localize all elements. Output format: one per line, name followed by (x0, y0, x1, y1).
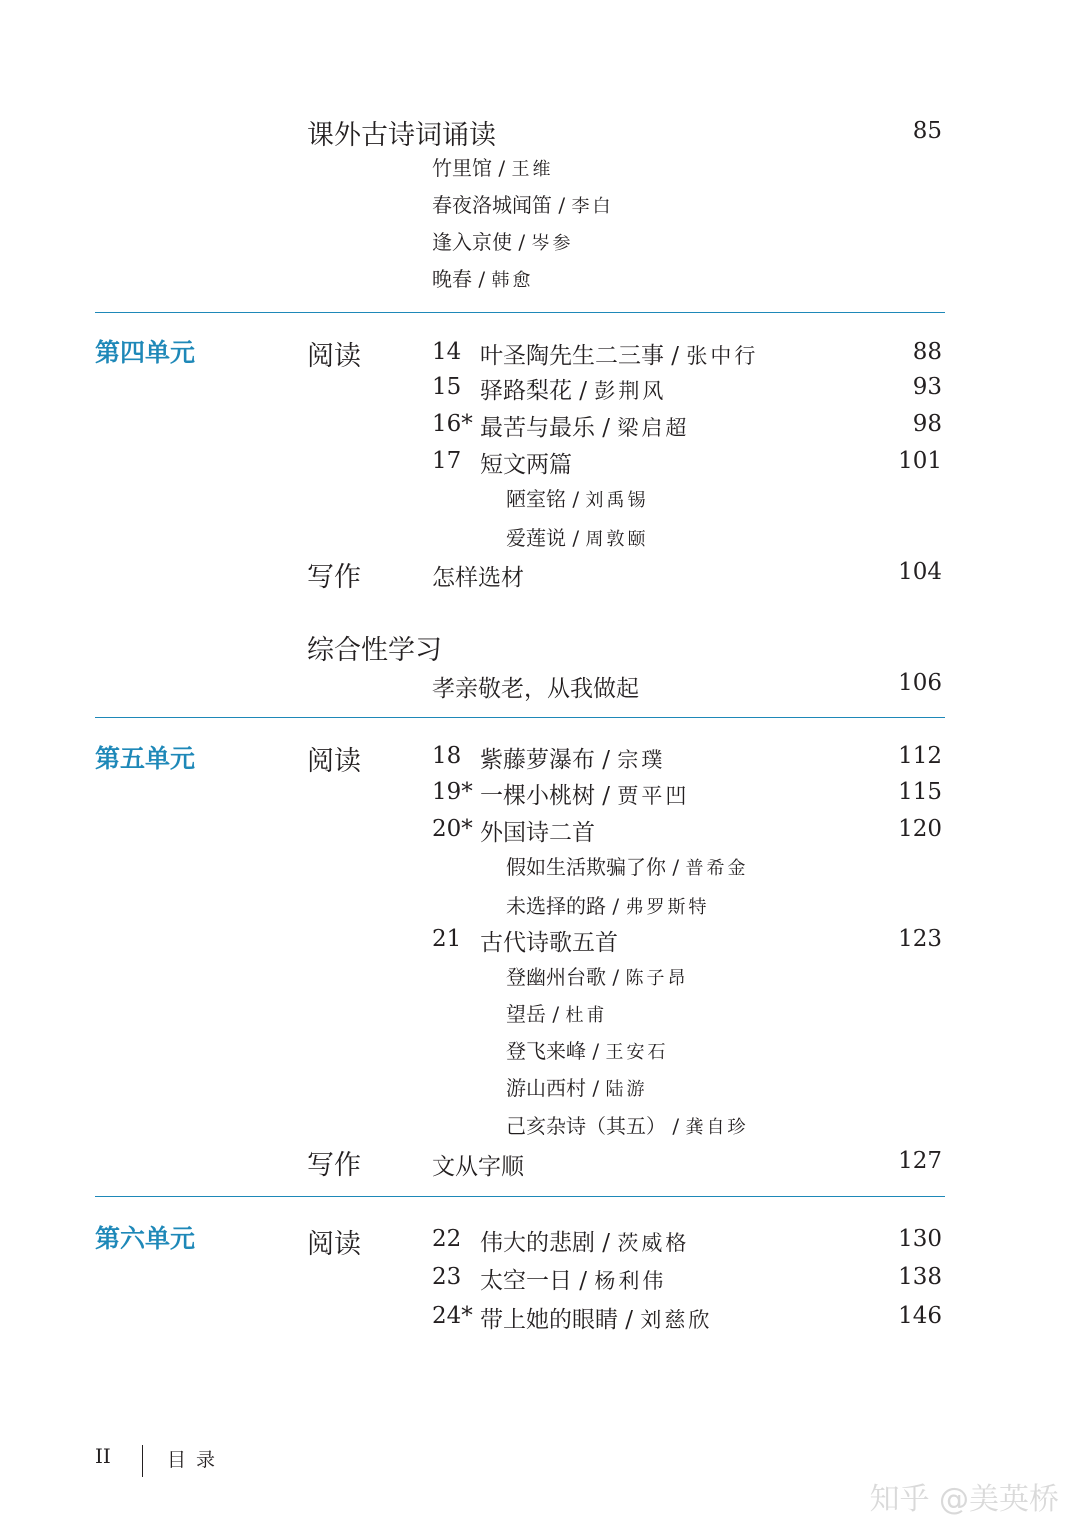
list-item: 爱莲说 / 周敦颐 (506, 526, 649, 550)
page-number: 127 (898, 1148, 942, 1174)
lesson-title: 太空一日 (480, 1268, 572, 1294)
page-number: 115 (898, 779, 942, 805)
poem-author: 岑参 (531, 233, 574, 254)
poem-author: 韩愈 (491, 270, 534, 291)
lesson-entry (480, 924, 618, 957)
section-divider (95, 312, 945, 313)
lesson-entry: 紫藤萝瀑布 / 宗璞 (480, 747, 666, 773)
list-item: 竹里馆 / 王维 (432, 156, 554, 180)
poem-title: 竹里馆 (432, 156, 492, 180)
page-number: 98 (912, 411, 942, 437)
poem-title: 未选择的路 (506, 894, 606, 918)
list-item: 己亥杂诗（其五） / 龚自珍 (506, 1114, 749, 1138)
page-number: 112 (898, 743, 942, 769)
section-divider (95, 717, 945, 718)
lesson-entry (480, 814, 595, 847)
writing-title: 文从字顺 (432, 1154, 524, 1180)
lesson-author: 杨利伟 (594, 1269, 667, 1293)
unit-label: 第六单元 (95, 1224, 196, 1253)
lesson-title: 紫藤萝瀑布 (480, 747, 595, 773)
unit-label: 第五单元 (95, 744, 196, 773)
footer-label: 目录 (167, 1449, 226, 1471)
lesson-number: 20* (432, 816, 473, 842)
lesson-entry: 伟大的悲剧 / 茨威格 (480, 1230, 690, 1256)
section-divider (95, 1196, 945, 1197)
lesson-number: 23 (432, 1264, 462, 1290)
poem-author: 普希金 (685, 858, 749, 879)
poem-author: 李白 (571, 196, 614, 217)
list-item: 游山西村 / 陆游 (506, 1076, 648, 1100)
poem-title: 爱莲说 (506, 526, 566, 550)
poem-author: 陆游 (605, 1079, 648, 1100)
unit-label: 第四单元 (95, 338, 196, 367)
lesson-author: 刘慈欣 (640, 1308, 713, 1332)
extra-reading-heading: 课外古诗词诵读 (307, 120, 496, 151)
list-item: 春夜洛城闻笛 / 李白 (432, 193, 614, 217)
lesson-title: 带上她的眼睛 (480, 1307, 618, 1333)
poem-title: 陋室铭 (506, 487, 566, 511)
watermark: 知乎 @美英桥 (869, 1482, 1059, 1517)
lesson-title: 外国诗二首 (480, 820, 595, 846)
lesson-entry: 最苦与最乐 / 梁启超 (480, 415, 690, 441)
lesson-number: 15 (432, 374, 462, 400)
poem-title: 登幽州台歌 (506, 965, 606, 989)
poem-title: 游山西村 (506, 1076, 586, 1100)
page-number: 85 (912, 118, 942, 144)
page-number: 146 (898, 1303, 942, 1329)
list-item: 陋室铭 / 刘禹锡 (506, 487, 649, 511)
list-item: 登幽州台歌 / 陈子昂 (506, 965, 689, 989)
poem-author: 王安石 (605, 1042, 669, 1063)
page-number: 88 (912, 339, 942, 365)
poem-title: 登飞来峰 (506, 1039, 586, 1063)
lesson-title: 古代诗歌五首 (480, 930, 618, 956)
lesson-title: 驿路梨花 (480, 378, 572, 404)
list-item: 逢入京使 / 岑参 (432, 230, 574, 254)
lesson-title: 最苦与最乐 (480, 415, 595, 441)
lesson-number: 22 (432, 1226, 462, 1252)
list-item: 未选择的路 / 弗罗斯特 (506, 894, 710, 918)
list-item: 望岳 / 杜甫 (506, 1002, 608, 1026)
lesson-number: 14 (432, 339, 462, 365)
poem-author: 龚自珍 (685, 1117, 749, 1138)
poem-author: 周敦颐 (585, 529, 649, 550)
poem-author: 弗罗斯特 (625, 897, 710, 918)
lesson-title: 一棵小桃树 (480, 783, 595, 809)
lesson-entry: 带上她的眼睛 / 刘慈欣 (480, 1307, 713, 1333)
lesson-number: 17 (432, 448, 462, 474)
list-item: 假如生活欺骗了你 / 普希金 (506, 855, 749, 879)
footer-page-number: II (95, 1444, 111, 1468)
lesson-title: 叶圣陶先生二三事 (480, 343, 664, 369)
writing-heading: 写作 (307, 1150, 361, 1181)
lesson-title: 伟大的悲剧 (480, 1230, 595, 1256)
poem-title: 己亥杂诗（其五） (506, 1114, 666, 1138)
lesson-author: 梁启超 (617, 416, 690, 440)
lesson-entry: 一棵小桃树 / 贾平凹 (480, 783, 690, 809)
poem-title: 逢入京使 (432, 230, 512, 254)
lesson-entry: 太空一日 / 杨利伟 (480, 1268, 667, 1294)
page-number: 123 (898, 926, 942, 952)
lesson-author: 彭荆风 (594, 379, 667, 403)
comprehensive-title: 孝亲敬老，从我做起 (432, 676, 639, 702)
poem-title: 望岳 (506, 1002, 546, 1026)
writing-title: 怎样选材 (432, 565, 524, 591)
lesson-entry (480, 446, 572, 479)
lesson-author: 贾平凹 (617, 784, 690, 808)
page-number: 130 (898, 1226, 942, 1252)
comprehensive-heading: 综合性学习 (307, 635, 442, 666)
lesson-entry: 叶圣陶先生二三事 / 张中行 (480, 343, 759, 369)
lesson-number: 21 (432, 926, 462, 952)
poem-title: 晚春 (432, 267, 472, 291)
poem-author: 陈子昂 (625, 968, 689, 989)
page-number: 104 (898, 559, 942, 585)
writing-heading: 写作 (307, 562, 361, 593)
page-number: 120 (898, 816, 942, 842)
reading-heading: 阅读 (307, 1229, 361, 1260)
page-number: 138 (898, 1264, 942, 1290)
page-number: 93 (912, 374, 942, 400)
page-number: 106 (898, 670, 942, 696)
poem-title: 春夜洛城闻笛 (432, 193, 552, 217)
poem-author: 刘禹锡 (585, 490, 649, 511)
lesson-author: 张中行 (686, 344, 759, 368)
lesson-title: 短文两篇 (480, 452, 572, 478)
list-item: 登飞来峰 / 王安石 (506, 1039, 669, 1063)
poem-title: 假如生活欺骗了你 (506, 855, 666, 879)
page-number: 101 (898, 448, 942, 474)
poem-author: 王维 (511, 159, 554, 180)
lesson-entry: 驿路梨花 / 彭荆风 (480, 378, 667, 404)
lesson-number: 18 (432, 743, 462, 769)
footer-divider (142, 1445, 143, 1477)
lesson-number: 16* (432, 411, 473, 437)
lesson-number: 19* (432, 779, 473, 805)
reading-heading: 阅读 (307, 746, 361, 777)
list-item: 晚春 / 韩愈 (432, 267, 534, 291)
lesson-number: 24* (432, 1303, 473, 1329)
reading-heading: 阅读 (307, 341, 361, 372)
lesson-author: 茨威格 (617, 1231, 690, 1255)
poem-author: 杜甫 (565, 1005, 608, 1026)
lesson-author: 宗璞 (617, 748, 666, 772)
